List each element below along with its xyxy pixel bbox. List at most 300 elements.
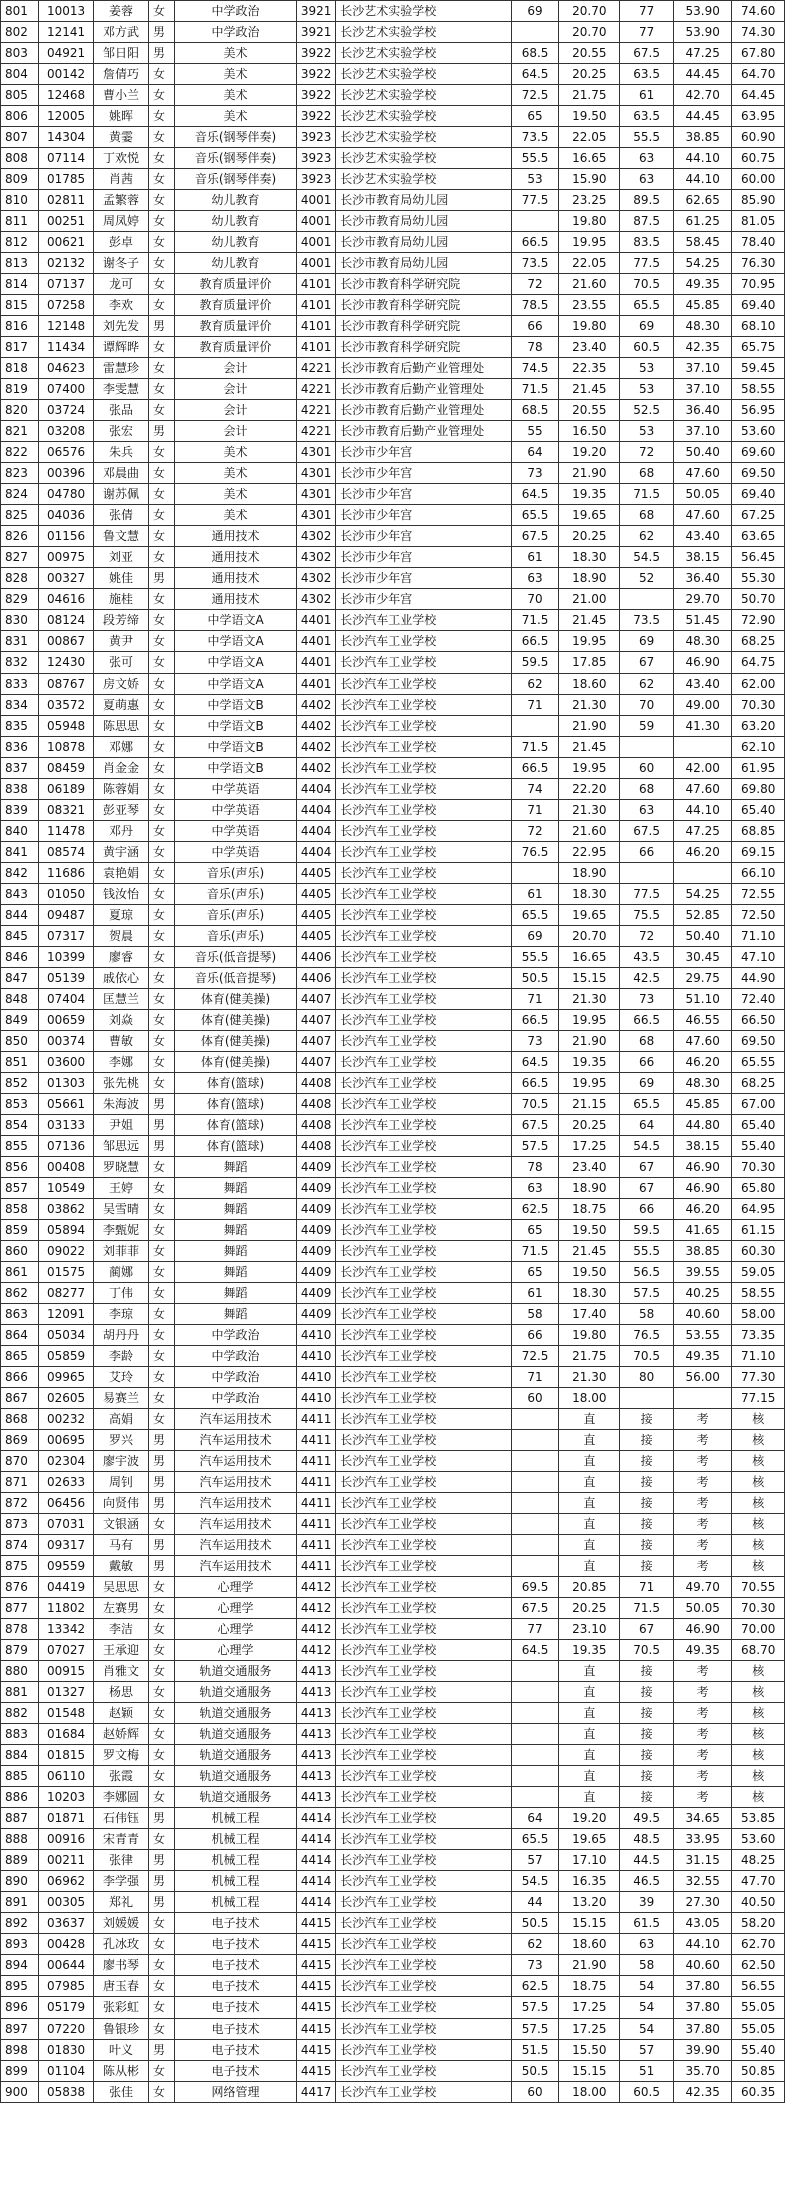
name-cell: 袁艳娟	[94, 862, 149, 883]
written-score-cell: 67.5	[511, 526, 559, 547]
employer-cell: 长沙市少年宫	[336, 589, 511, 610]
employer-cell: 长沙汽车工业学校	[336, 1619, 511, 1640]
table-body	[1, 1, 785, 2103]
interview-weighted-cell: 54.25	[673, 883, 731, 904]
name-cell: 黄霎	[94, 127, 149, 148]
row-number-cell: 892	[1, 1913, 39, 1934]
candidate-id-cell: 06189	[39, 778, 94, 799]
candidate-id-cell: 12141	[39, 22, 94, 43]
gender-cell: 女	[148, 820, 174, 841]
position-code-cell: 4411	[296, 1514, 335, 1535]
row-number-cell: 870	[1, 1451, 39, 1472]
gender-cell: 女	[148, 610, 174, 631]
interview-score-cell: 46.5	[620, 1871, 674, 1892]
written-weighted-cell: 21.75	[559, 85, 620, 106]
table-row	[1, 526, 785, 547]
name-cell: 姜蓉	[94, 1, 149, 22]
row-number-cell: 834	[1, 694, 39, 715]
total-score-cell: 76.30	[732, 253, 785, 274]
total-score-cell: 71.10	[732, 1346, 785, 1367]
position-code-cell: 4415	[296, 1976, 335, 1997]
written-weighted-cell: 19.65	[559, 1829, 620, 1850]
written-weighted-cell: 23.40	[559, 1156, 620, 1177]
candidate-id-cell: 01830	[39, 2039, 94, 2060]
written-score-cell: 66.5	[511, 757, 559, 778]
table-row	[1, 1976, 785, 1997]
subject-cell: 体育(健美操)	[175, 988, 297, 1009]
employer-cell: 长沙汽车工业学校	[336, 631, 511, 652]
total-score-cell: 62.00	[732, 673, 785, 694]
candidate-id-cell: 00428	[39, 1934, 94, 1955]
gender-cell: 女	[148, 211, 174, 232]
interview-weighted-cell: 40.25	[673, 1282, 731, 1303]
interview-weighted-cell: 43.40	[673, 526, 731, 547]
position-code-cell: 4407	[296, 1009, 335, 1030]
interview-weighted-cell: 46.20	[673, 1198, 731, 1219]
subject-cell: 机械工程	[175, 1850, 297, 1871]
position-code-cell: 3922	[296, 106, 335, 127]
interview-weighted-cell: 36.40	[673, 400, 731, 421]
position-code-cell: 4410	[296, 1388, 335, 1409]
gender-cell: 女	[148, 2060, 174, 2081]
table-row	[1, 547, 785, 568]
position-code-cell: 4301	[296, 442, 335, 463]
interview-score-cell: 54.5	[620, 547, 674, 568]
gender-cell: 女	[148, 85, 174, 106]
row-number-cell: 881	[1, 1682, 39, 1703]
subject-cell: 舞蹈	[175, 1261, 297, 1282]
name-cell: 张倩	[94, 505, 149, 526]
total-score-cell: 69.50	[732, 463, 785, 484]
row-number-cell: 839	[1, 799, 39, 820]
candidate-id-cell: 12430	[39, 652, 94, 673]
interview-score-cell: 83.5	[620, 232, 674, 253]
position-code-cell: 4001	[296, 253, 335, 274]
written-score-cell: 71.5	[511, 736, 559, 757]
candidate-id-cell: 09317	[39, 1535, 94, 1556]
candidate-id-cell: 05948	[39, 715, 94, 736]
gender-cell: 女	[148, 757, 174, 778]
candidate-id-cell: 03637	[39, 1913, 94, 1934]
position-code-cell: 4401	[296, 673, 335, 694]
table-row	[1, 1388, 785, 1409]
interview-score-cell: 59.5	[620, 1219, 674, 1240]
written-weighted-cell: 直	[559, 1556, 620, 1577]
name-cell: 张彩虹	[94, 1997, 149, 2018]
name-cell: 孔冰玫	[94, 1934, 149, 1955]
employer-cell: 长沙市少年宫	[336, 547, 511, 568]
gender-cell: 女	[148, 1682, 174, 1703]
total-score-cell: 61.15	[732, 1219, 785, 1240]
interview-score-cell: 70.5	[620, 1346, 674, 1367]
gender-cell: 女	[148, 1051, 174, 1072]
employer-cell: 长沙汽车工业学校	[336, 967, 511, 988]
table-row	[1, 1703, 785, 1724]
name-cell: 吴思思	[94, 1577, 149, 1598]
name-cell: 李雯慧	[94, 379, 149, 400]
interview-weighted-cell: 42.70	[673, 85, 731, 106]
employer-cell: 长沙汽车工业学校	[336, 1430, 511, 1451]
row-number-cell: 889	[1, 1850, 39, 1871]
subject-cell: 中学语文A	[175, 610, 297, 631]
name-cell: 房文娇	[94, 673, 149, 694]
subject-cell: 音乐(声乐)	[175, 904, 297, 925]
interview-score-cell: 63	[620, 169, 674, 190]
interview-weighted-cell: 37.10	[673, 421, 731, 442]
written-score-cell: 66.5	[511, 232, 559, 253]
table-row	[1, 232, 785, 253]
table-row	[1, 883, 785, 904]
interview-score-cell: 接	[620, 1766, 674, 1787]
subject-cell: 轨道交通服务	[175, 1787, 297, 1808]
written-score-cell: 66.5	[511, 631, 559, 652]
row-number-cell: 846	[1, 946, 39, 967]
written-weighted-cell: 20.70	[559, 925, 620, 946]
candidate-id-cell: 04036	[39, 505, 94, 526]
subject-cell: 电子技术	[175, 2060, 297, 2081]
name-cell: 彭亚琴	[94, 799, 149, 820]
gender-cell: 男	[148, 43, 174, 64]
employer-cell: 长沙市教育后勤产业管理处	[336, 421, 511, 442]
position-code-cell: 4405	[296, 883, 335, 904]
position-code-cell: 4221	[296, 400, 335, 421]
row-number-cell: 811	[1, 211, 39, 232]
subject-cell: 中学英语	[175, 841, 297, 862]
written-weighted-cell: 18.00	[559, 1388, 620, 1409]
interview-score-cell: 65.5	[620, 295, 674, 316]
subject-cell: 体育(健美操)	[175, 1051, 297, 1072]
interview-score-cell: 39	[620, 1892, 674, 1913]
candidate-id-cell: 10549	[39, 1177, 94, 1198]
gender-cell: 男	[148, 22, 174, 43]
name-cell: 邹思远	[94, 1135, 149, 1156]
employer-cell: 长沙汽车工业学校	[336, 1451, 511, 1472]
total-score-cell: 56.55	[732, 1976, 785, 1997]
table-row	[1, 85, 785, 106]
subject-cell: 会计	[175, 400, 297, 421]
written-score-cell: 73	[511, 1955, 559, 1976]
written-score-cell: 60	[511, 1388, 559, 1409]
total-score-cell: 62.10	[732, 736, 785, 757]
candidate-id-cell: 06110	[39, 1766, 94, 1787]
written-weighted-cell: 直	[559, 1787, 620, 1808]
employer-cell: 长沙汽车工业学校	[336, 715, 511, 736]
gender-cell: 女	[148, 1829, 174, 1850]
subject-cell: 汽车运用技术	[175, 1493, 297, 1514]
total-score-cell: 核	[732, 1409, 785, 1430]
position-code-cell: 4404	[296, 820, 335, 841]
written-weighted-cell: 21.30	[559, 799, 620, 820]
interview-score-cell: 51	[620, 2060, 674, 2081]
candidate-id-cell: 02633	[39, 1472, 94, 1493]
interview-score-cell: 69	[620, 631, 674, 652]
gender-cell: 女	[148, 1303, 174, 1324]
gender-cell: 女	[148, 1030, 174, 1051]
subject-cell: 教育质量评价	[175, 274, 297, 295]
row-number-cell: 887	[1, 1808, 39, 1829]
subject-cell: 通用技术	[175, 568, 297, 589]
position-code-cell: 4411	[296, 1430, 335, 1451]
row-number-cell: 808	[1, 148, 39, 169]
name-cell: 邓丹	[94, 820, 149, 841]
written-weighted-cell: 16.50	[559, 421, 620, 442]
name-cell: 张可	[94, 652, 149, 673]
subject-cell: 美术	[175, 64, 297, 85]
candidate-id-cell: 01548	[39, 1703, 94, 1724]
candidate-id-cell: 05859	[39, 1346, 94, 1367]
row-number-cell: 837	[1, 757, 39, 778]
row-number-cell: 866	[1, 1367, 39, 1388]
interview-weighted-cell: 考	[673, 1745, 731, 1766]
employer-cell: 长沙汽车工业学校	[336, 778, 511, 799]
written-score-cell: 77.5	[511, 190, 559, 211]
interview-weighted-cell: 50.05	[673, 1598, 731, 1619]
total-score-cell: 64.70	[732, 64, 785, 85]
total-score-cell: 70.30	[732, 694, 785, 715]
gender-cell: 女	[148, 127, 174, 148]
name-cell: 姚佳	[94, 568, 149, 589]
row-number-cell: 841	[1, 841, 39, 862]
written-score-cell: 67.5	[511, 1114, 559, 1135]
employer-cell: 长沙汽车工业学校	[336, 2039, 511, 2060]
total-score-cell: 核	[732, 1703, 785, 1724]
interview-score-cell: 58	[620, 1955, 674, 1976]
written-score-cell: 62	[511, 673, 559, 694]
interview-weighted-cell: 42.00	[673, 757, 731, 778]
table-row	[1, 1303, 785, 1324]
employer-cell: 长沙汽车工业学校	[336, 1934, 511, 1955]
written-weighted-cell: 21.60	[559, 274, 620, 295]
position-code-cell: 4101	[296, 337, 335, 358]
employer-cell: 长沙汽车工业学校	[336, 1955, 511, 1976]
total-score-cell: 47.10	[732, 946, 785, 967]
candidate-id-cell: 07985	[39, 1976, 94, 1997]
row-number-cell: 821	[1, 421, 39, 442]
interview-weighted-cell: 46.20	[673, 841, 731, 862]
candidate-id-cell: 07027	[39, 1640, 94, 1661]
gender-cell: 女	[148, 1724, 174, 1745]
employer-cell: 长沙市少年宫	[336, 526, 511, 547]
candidate-id-cell: 00916	[39, 1829, 94, 1850]
gender-cell: 女	[148, 295, 174, 316]
gender-cell: 男	[148, 1535, 174, 1556]
written-score-cell	[511, 1766, 559, 1787]
interview-score-cell: 53	[620, 379, 674, 400]
written-weighted-cell: 23.55	[559, 295, 620, 316]
total-score-cell: 65.40	[732, 799, 785, 820]
table-row	[1, 148, 785, 169]
written-score-cell: 68.5	[511, 43, 559, 64]
written-weighted-cell: 22.35	[559, 358, 620, 379]
interview-score-cell: 54	[620, 1976, 674, 1997]
interview-score-cell: 接	[620, 1661, 674, 1682]
subject-cell: 会计	[175, 379, 297, 400]
table-row	[1, 1682, 785, 1703]
candidate-id-cell: 05894	[39, 1219, 94, 1240]
written-score-cell: 71	[511, 988, 559, 1009]
table-row	[1, 1661, 785, 1682]
employer-cell: 长沙艺术实验学校	[336, 64, 511, 85]
position-code-cell: 4415	[296, 2060, 335, 2081]
interview-weighted-cell: 31.15	[673, 1850, 731, 1871]
table-row	[1, 106, 785, 127]
position-code-cell: 4407	[296, 1051, 335, 1072]
table-row	[1, 127, 785, 148]
gender-cell: 女	[148, 1367, 174, 1388]
total-score-cell: 50.70	[732, 589, 785, 610]
position-code-cell: 4101	[296, 274, 335, 295]
written-weighted-cell: 18.75	[559, 1198, 620, 1219]
gender-cell: 女	[148, 484, 174, 505]
position-code-cell: 4302	[296, 589, 335, 610]
gender-cell: 女	[148, 1766, 174, 1787]
interview-score-cell: 48.5	[620, 1829, 674, 1850]
row-number-cell: 803	[1, 43, 39, 64]
subject-cell: 音乐(声乐)	[175, 925, 297, 946]
table-row	[1, 1850, 785, 1871]
employer-cell: 长沙市教育科学研究院	[336, 274, 511, 295]
subject-cell: 中学英语	[175, 820, 297, 841]
name-cell: 易赛兰	[94, 1388, 149, 1409]
written-score-cell	[511, 211, 559, 232]
subject-cell: 音乐(钢琴伴奏)	[175, 127, 297, 148]
subject-cell: 舞蹈	[175, 1219, 297, 1240]
written-score-cell: 72.5	[511, 1346, 559, 1367]
interview-weighted-cell: 考	[673, 1556, 731, 1577]
interview-weighted-cell: 49.00	[673, 694, 731, 715]
gender-cell: 男	[148, 1892, 174, 1913]
interview-weighted-cell: 27.30	[673, 1892, 731, 1913]
candidate-id-cell: 00396	[39, 463, 94, 484]
position-code-cell: 4415	[296, 1913, 335, 1934]
interview-score-cell: 87.5	[620, 211, 674, 232]
total-score-cell: 63.65	[732, 526, 785, 547]
name-cell: 孟繁蓉	[94, 190, 149, 211]
position-code-cell: 4001	[296, 190, 335, 211]
employer-cell: 长沙汽车工业学校	[336, 1009, 511, 1030]
row-number-cell: 857	[1, 1177, 39, 1198]
table-row	[1, 1934, 785, 1955]
interview-score-cell: 53	[620, 421, 674, 442]
interview-score-cell: 54	[620, 1997, 674, 2018]
interview-score-cell: 59	[620, 715, 674, 736]
name-cell: 肖茜	[94, 169, 149, 190]
subject-cell: 心理学	[175, 1577, 297, 1598]
employer-cell: 长沙汽车工业学校	[336, 1577, 511, 1598]
written-score-cell: 64.5	[511, 1051, 559, 1072]
interview-weighted-cell: 36.40	[673, 568, 731, 589]
total-score-cell: 核	[732, 1682, 785, 1703]
row-number-cell: 822	[1, 442, 39, 463]
total-score-cell: 44.90	[732, 967, 785, 988]
interview-weighted-cell: 53.90	[673, 1, 731, 22]
subject-cell: 心理学	[175, 1640, 297, 1661]
written-score-cell	[511, 1493, 559, 1514]
position-code-cell: 3923	[296, 169, 335, 190]
written-weighted-cell: 18.30	[559, 547, 620, 568]
candidate-id-cell: 06456	[39, 1493, 94, 1514]
employer-cell: 长沙市教育局幼儿园	[336, 232, 511, 253]
subject-cell: 会计	[175, 358, 297, 379]
employer-cell: 长沙汽车工业学校	[336, 673, 511, 694]
position-code-cell: 3921	[296, 1, 335, 22]
gender-cell: 男	[148, 1808, 174, 1829]
interview-score-cell: 接	[620, 1682, 674, 1703]
name-cell: 罗兴	[94, 1430, 149, 1451]
position-code-cell: 4405	[296, 904, 335, 925]
gender-cell: 女	[148, 274, 174, 295]
table-row	[1, 169, 785, 190]
interview-score-cell: 64	[620, 1114, 674, 1135]
interview-weighted-cell: 45.85	[673, 1093, 731, 1114]
interview-weighted-cell: 考	[673, 1787, 731, 1808]
interview-weighted-cell: 33.95	[673, 1829, 731, 1850]
position-code-cell: 3922	[296, 43, 335, 64]
total-score-cell: 53.60	[732, 1829, 785, 1850]
interview-weighted-cell: 42.35	[673, 337, 731, 358]
written-score-cell	[511, 1535, 559, 1556]
total-score-cell: 72.90	[732, 610, 785, 631]
gender-cell: 女	[148, 337, 174, 358]
interview-score-cell: 接	[620, 1724, 674, 1745]
interview-weighted-cell: 50.40	[673, 442, 731, 463]
row-number-cell: 838	[1, 778, 39, 799]
subject-cell: 机械工程	[175, 1892, 297, 1913]
interview-score-cell: 63	[620, 148, 674, 169]
written-score-cell	[511, 1703, 559, 1724]
name-cell: 廖宇波	[94, 1451, 149, 1472]
interview-score-cell: 42.5	[620, 967, 674, 988]
table-row	[1, 673, 785, 694]
written-weighted-cell: 18.00	[559, 2081, 620, 2102]
subject-cell: 通用技术	[175, 589, 297, 610]
subject-cell: 电子技术	[175, 1913, 297, 1934]
name-cell: 曹小兰	[94, 85, 149, 106]
gender-cell: 女	[148, 400, 174, 421]
total-score-cell: 68.10	[732, 316, 785, 337]
candidate-id-cell: 04780	[39, 484, 94, 505]
written-weighted-cell: 19.35	[559, 1640, 620, 1661]
interview-score-cell: 52.5	[620, 400, 674, 421]
name-cell: 段芳缔	[94, 610, 149, 631]
table-row	[1, 715, 785, 736]
employer-cell: 长沙市教育后勤产业管理处	[336, 379, 511, 400]
total-score-cell: 61.95	[732, 757, 785, 778]
interview-weighted-cell: 35.70	[673, 2060, 731, 2081]
name-cell: 陈思思	[94, 715, 149, 736]
name-cell: 刘先发	[94, 316, 149, 337]
total-score-cell: 58.55	[732, 1282, 785, 1303]
row-number-cell: 869	[1, 1430, 39, 1451]
written-score-cell: 69	[511, 925, 559, 946]
name-cell: 向贤伟	[94, 1493, 149, 1514]
row-number-cell: 897	[1, 2018, 39, 2039]
written-weighted-cell: 17.25	[559, 2018, 620, 2039]
interview-weighted-cell: 30.45	[673, 946, 731, 967]
name-cell: 龙可	[94, 274, 149, 295]
interview-score-cell: 52	[620, 568, 674, 589]
table-row	[1, 1156, 785, 1177]
candidate-id-cell: 10013	[39, 1, 94, 22]
gender-cell: 女	[148, 1009, 174, 1030]
position-code-cell: 4221	[296, 421, 335, 442]
interview-score-cell: 53	[620, 358, 674, 379]
candidate-id-cell: 00232	[39, 1409, 94, 1430]
row-number-cell: 848	[1, 988, 39, 1009]
row-number-cell: 826	[1, 526, 39, 547]
candidate-id-cell: 06962	[39, 1871, 94, 1892]
employer-cell: 长沙艺术实验学校	[336, 148, 511, 169]
